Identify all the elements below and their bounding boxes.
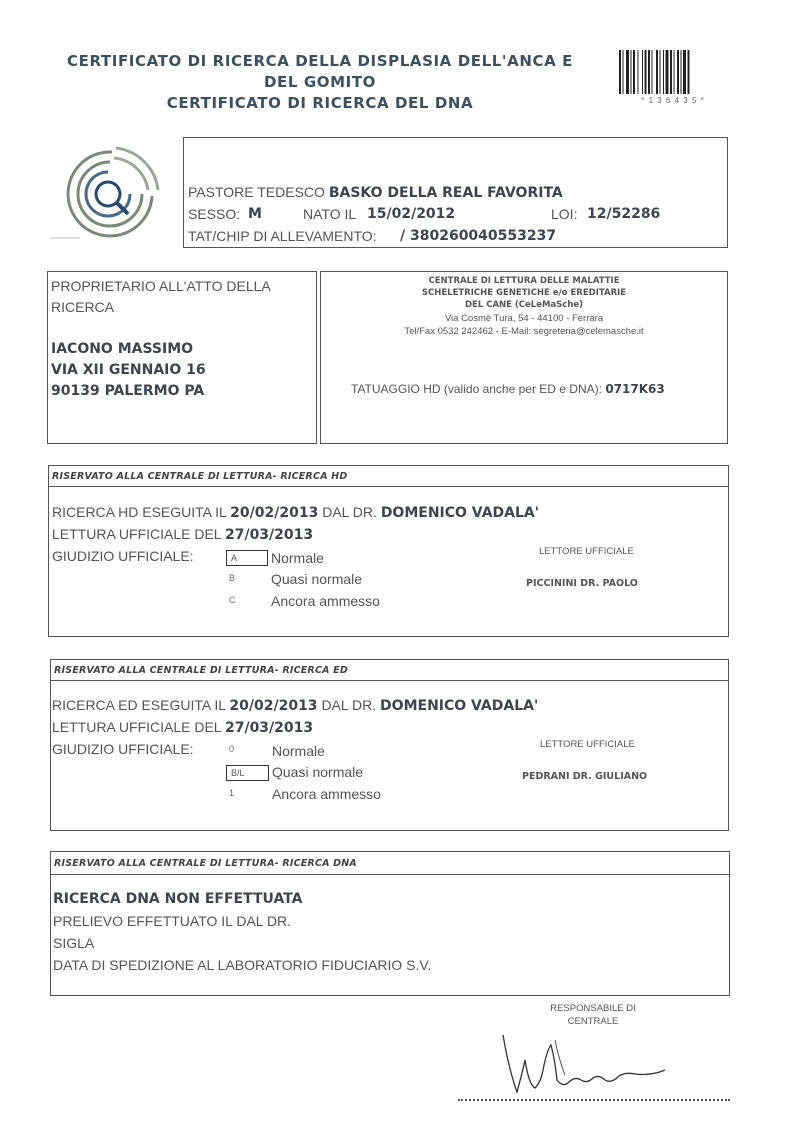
ed-reader: PEDRANI DR. GIULIANO <box>522 771 648 782</box>
hd-exec-label: RICERCA HD ESEGUITA IL <box>52 504 227 520</box>
chip-value: / 380260040553237 <box>400 228 557 244</box>
hd-option-c-label: Ancora ammesso <box>271 593 380 609</box>
breed-line <box>188 184 563 201</box>
ed-option-bl-label: Quasi normale <box>272 764 364 780</box>
title-line-3: CERTIFICATO DI RICERCA DEL DNA <box>166 94 474 112</box>
dog-info-box <box>183 137 728 248</box>
ed-exec-label: RICERCA ED ESEGUITA IL <box>52 697 226 713</box>
owner-label-2: RICERCA <box>51 299 115 315</box>
dna-sample-label: PRELIEVO EFFETTUATO IL DAL DR. <box>53 913 292 929</box>
logo <box>50 138 168 248</box>
centrale-contact: Tel/Fax 0532 242462 - E-Mail: segreteria@celemasche.it <box>404 326 644 337</box>
ed-reading-date: 27/03/2013 <box>224 720 314 736</box>
owner-box <box>47 271 317 444</box>
ed-heading: RISERVATO ALLA CENTRALE DI LETTURA- RICERCA ED <box>54 665 348 676</box>
hd-option-b-code: B <box>229 573 236 583</box>
responsible-line-1: RESPONSABILE DI <box>550 1003 636 1014</box>
dna-status: RICERCA DNA NON EFFETTUATA <box>53 891 303 907</box>
hd-exec-line <box>52 504 539 521</box>
ed-doctor-label: DAL DR. <box>321 697 377 713</box>
centrale-line-1: CENTRALE DI LETTURA DELLE MALATTIE <box>428 276 620 286</box>
hd-reader-label: LETTORE UFFICIALE <box>539 546 634 557</box>
ed-option-1-code: 1 <box>229 788 235 798</box>
hd-option-a-label: Normale <box>271 550 324 566</box>
hd-box <box>48 465 729 637</box>
hd-exec-date: 20/02/2013 <box>230 505 319 521</box>
signature <box>495 1030 695 1100</box>
barcode <box>618 50 728 96</box>
tattoo-value: 0717K63 <box>605 382 665 396</box>
signature-icon <box>495 1030 695 1100</box>
ed-reading-line <box>52 719 313 736</box>
hd-reader: PICCININI DR. PAOLO <box>526 578 638 589</box>
ed-judgement-label: GIUDIZIO UFFICIALE: <box>52 741 194 757</box>
ed-option-bl-checkbox: B/L <box>226 765 269 781</box>
hd-option-b-label: Quasi normale <box>271 571 363 587</box>
owner-address: VIA XII GENNAIO 16 <box>51 362 206 378</box>
owner-city: 90139 PALERMO PA <box>51 383 205 399</box>
owner-label-1: PROPRIETARIO ALL'ATTO DELLA <box>51 278 271 294</box>
hd-reading-date: 27/03/2013 <box>224 527 314 543</box>
centrale-line-3: DEL CANE (CeLeMaSche) <box>464 300 584 310</box>
magnifier-logo-icon <box>50 138 168 248</box>
signature-line <box>458 1099 730 1101</box>
dog-name: BASKO DELLA REAL FAVORITA <box>328 185 563 201</box>
dna-box <box>50 851 730 996</box>
dna-heading: RISERVATO ALLA CENTRALE DI LETTURA- RICERCA DNA <box>54 858 357 869</box>
ed-exec-date: 20/02/2013 <box>229 698 318 714</box>
loi-value: 12/52286 <box>587 206 661 222</box>
hd-doctor-label: DAL DR. <box>322 504 377 520</box>
hd-option-a-checkbox: A <box>226 550 268 566</box>
barcode-icon <box>618 50 728 94</box>
ed-reading-label: LETTURA UFFICIALE DEL <box>52 719 222 735</box>
sex-label: SESSO: <box>188 206 241 222</box>
dna-sigla-label: SIGLA <box>53 935 95 951</box>
ed-option-0-code: 0 <box>229 744 235 754</box>
tattoo-label: TATUAGGIO HD (valido anche per ED e DNA): <box>351 382 602 396</box>
ed-box <box>50 659 729 831</box>
hd-reading-label: LETTURA UFFICIALE DEL <box>52 526 222 542</box>
title-line-1: CERTIFICATO DI RICERCA DELLA DISPLASIA DELL'ANCA E <box>67 52 573 70</box>
centrale-address: Via Cosmè Tura, 54 - 44100 - Ferrara <box>444 313 604 324</box>
born-value: 15/02/2012 <box>367 206 456 222</box>
document-title <box>40 51 600 114</box>
hd-reading-line <box>52 526 313 543</box>
centrale-box <box>320 271 728 444</box>
sex-value: M <box>248 206 262 222</box>
loi-label: LOI: <box>551 206 578 222</box>
breed: PASTORE TEDESCO <box>188 184 325 200</box>
born-label: NATO IL <box>303 206 357 222</box>
ed-exec-line <box>52 697 538 714</box>
ed-option-0-label: Normale <box>272 743 325 759</box>
owner-name: IACONO MASSIMO <box>51 341 194 357</box>
ed-option-1-label: Ancora ammesso <box>272 786 381 802</box>
hd-judgement-label: GIUDIZIO UFFICIALE: <box>52 548 194 564</box>
title-line-2: DEL GOMITO <box>263 73 377 91</box>
chip-label: TAT/CHIP DI ALLEVAMENTO: <box>188 228 377 244</box>
barcode-number: * 1 3 6 4 3 5 * <box>641 96 705 105</box>
ed-doctor: DOMENICO VADALA' <box>380 698 539 714</box>
dna-shipping-label: DATA DI SPEDIZIONE AL LABORATORIO FIDUCIARIO S.V. <box>53 957 432 973</box>
hd-option-c-code: C <box>229 595 236 605</box>
hd-heading: RISERVATO ALLA CENTRALE DI LETTURA- RICERCA HD <box>52 471 348 482</box>
tattoo-line <box>351 382 665 396</box>
centrale-line-2: SCHELETRICHE GENETICHE e/o EREDITARIE <box>421 288 627 298</box>
ed-reader-label: LETTORE UFFICIALE <box>540 739 635 750</box>
responsible-line-2: CENTRALE <box>567 1016 619 1027</box>
hd-doctor: DOMENICO VADALA' <box>380 505 540 521</box>
